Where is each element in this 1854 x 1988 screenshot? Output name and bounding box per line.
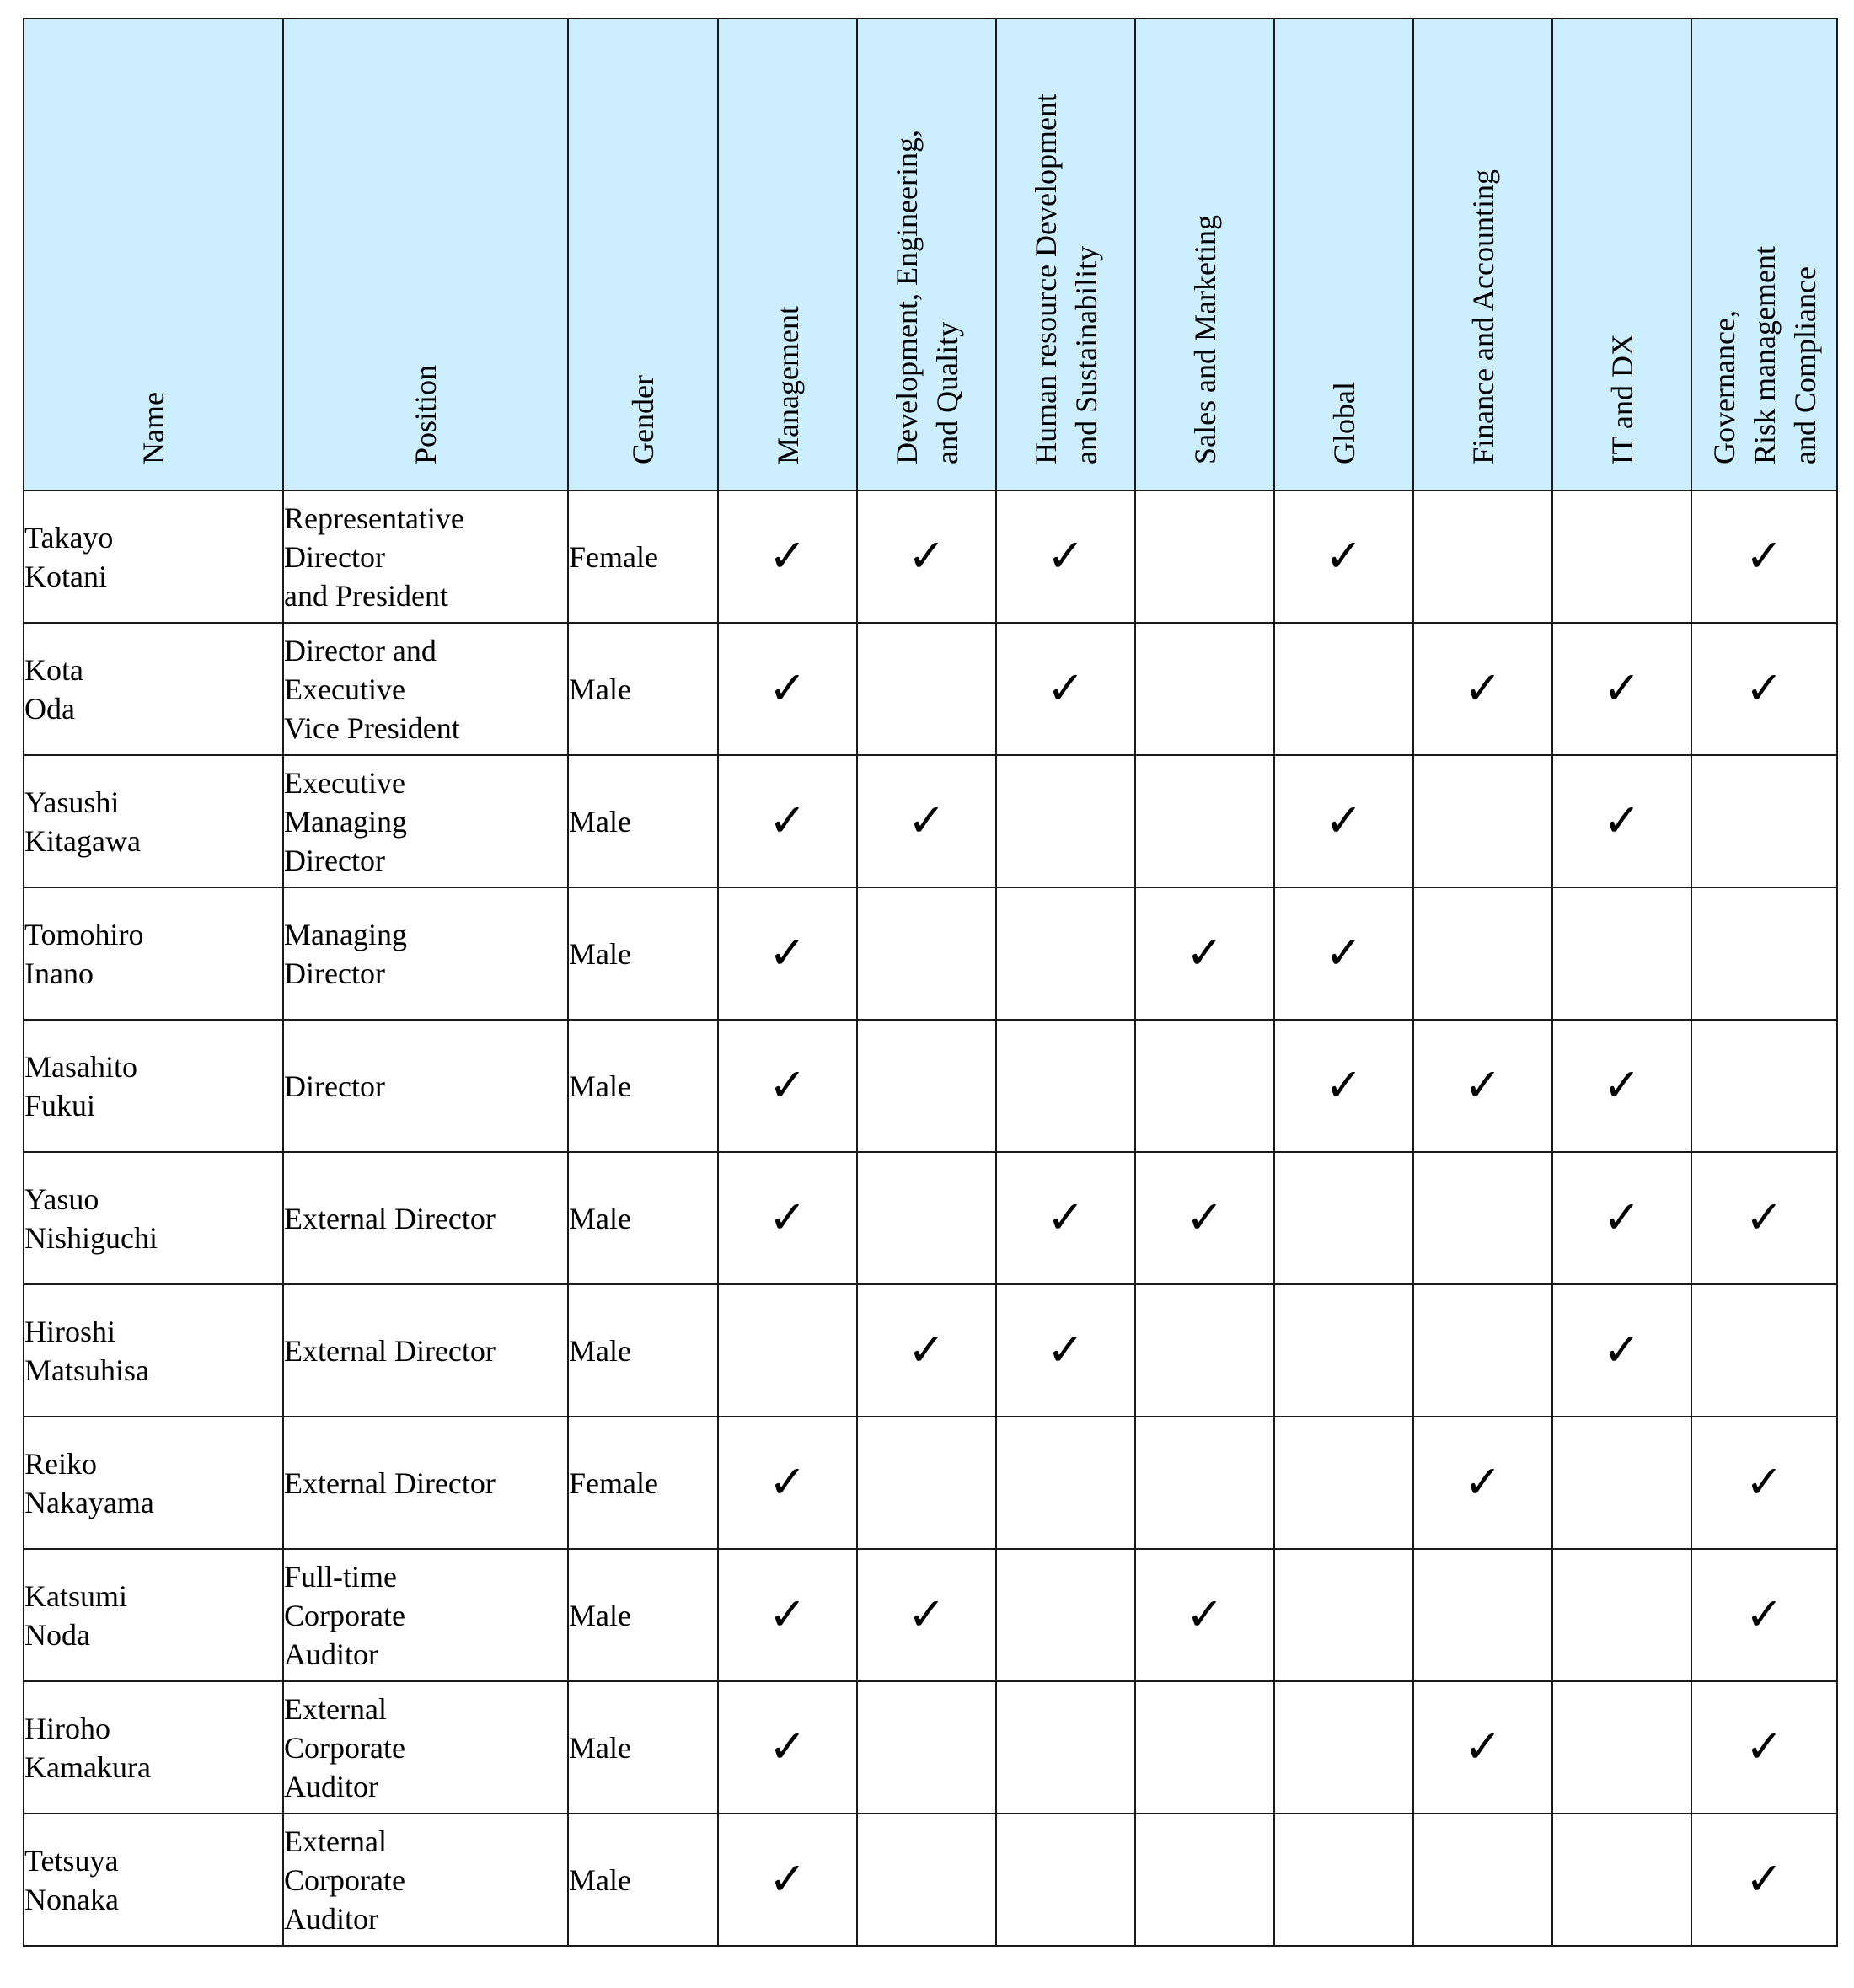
gender-cell: Male [568, 1152, 718, 1284]
checkmark-icon: ✓ [1185, 1587, 1224, 1641]
skill-cell [1691, 1417, 1837, 1549]
header-skill-label: Management [770, 306, 805, 464]
position-cell: External Director [283, 1284, 568, 1417]
skill-cell [1413, 1549, 1552, 1681]
header-gender-label: Gender [626, 375, 660, 464]
skill-cell [857, 1681, 996, 1814]
header-name [24, 19, 283, 490]
skill-cell [1413, 887, 1552, 1020]
director-name-cell: Tomohiro Inano [24, 887, 283, 1020]
skill-cell [1691, 490, 1837, 623]
skill-cell [1552, 1549, 1691, 1681]
header-skill-development [857, 19, 996, 490]
table-row [24, 1681, 1837, 1814]
skill-cell [1135, 1152, 1274, 1284]
position-cell: Director [283, 1020, 568, 1152]
skill-cell [1135, 1020, 1274, 1152]
skill-cell [1413, 1284, 1552, 1417]
table-row [24, 623, 1837, 755]
skill-cell [1274, 490, 1413, 623]
director-name-cell: Tetsuya Nonaka [24, 1814, 283, 1946]
table-row [24, 1549, 1837, 1681]
skill-cell [1552, 1284, 1691, 1417]
skill-cell [1413, 755, 1552, 887]
header-skill-label: Global [1326, 382, 1361, 464]
checkmark-icon: ✓ [1046, 1190, 1085, 1244]
checkmark-icon: ✓ [1463, 661, 1503, 715]
skill-cell [1413, 1814, 1552, 1946]
checkmark-icon: ✓ [768, 1058, 807, 1112]
skill-cell [1691, 1549, 1837, 1681]
header-skill-governance [1691, 19, 1837, 490]
checkmark-icon: ✓ [1602, 1322, 1642, 1376]
header-skill-it-dx [1552, 19, 1691, 490]
skill-cell [996, 1681, 1135, 1814]
skill-cell [857, 887, 996, 1020]
checkmark-icon: ✓ [907, 1587, 946, 1641]
checkmark-icon: ✓ [1324, 1058, 1364, 1112]
skill-cell [1413, 623, 1552, 755]
skill-cell [996, 1020, 1135, 1152]
header-skill-label: Governance, Risk management and Compliance [1707, 246, 1822, 464]
checkmark-icon: ✓ [1602, 793, 1642, 847]
director-name-cell: Takayo Kotani [24, 490, 283, 623]
skill-cell [1691, 1284, 1837, 1417]
skill-cell [857, 1020, 996, 1152]
skill-cell [718, 1284, 857, 1417]
checkmark-icon: ✓ [1046, 1322, 1085, 1376]
skill-cell [996, 887, 1135, 1020]
skill-cell [1552, 1020, 1691, 1152]
skill-cell [1552, 1681, 1691, 1814]
header-gender [568, 19, 718, 490]
skills-matrix-table [23, 18, 1838, 1947]
skill-cell [1274, 1417, 1413, 1549]
checkmark-icon: ✓ [768, 528, 807, 582]
checkmark-icon: ✓ [1324, 793, 1364, 847]
skill-cell [1691, 623, 1837, 755]
checkmark-icon: ✓ [1744, 1719, 1784, 1773]
skill-cell [857, 1549, 996, 1681]
skill-cell [1274, 1152, 1413, 1284]
checkmark-icon: ✓ [1744, 1455, 1784, 1508]
skill-cell [1552, 887, 1691, 1020]
skill-cell [1135, 1681, 1274, 1814]
checkmark-icon: ✓ [768, 793, 807, 847]
checkmark-icon: ✓ [1185, 1190, 1224, 1244]
skill-cell [996, 1549, 1135, 1681]
director-name-cell: Yasuo Nishiguchi [24, 1152, 283, 1284]
position-cell: Director and Executive Vice President [283, 623, 568, 755]
skill-cell [1413, 1152, 1552, 1284]
skill-cell [1552, 1417, 1691, 1549]
skill-cell [1691, 755, 1837, 887]
skill-cell [1691, 887, 1837, 1020]
gender-cell: Male [568, 1814, 718, 1946]
checkmark-icon: ✓ [768, 1587, 807, 1641]
skill-cell [996, 755, 1135, 887]
skill-cell [1135, 1549, 1274, 1681]
checkmark-icon: ✓ [1744, 1190, 1784, 1244]
header-skill-management [718, 19, 857, 490]
director-name-cell: Kota Oda [24, 623, 283, 755]
checkmark-icon: ✓ [1324, 528, 1364, 582]
skill-cell [1691, 1020, 1837, 1152]
header-skill-label: IT and DX [1605, 333, 1639, 464]
checkmark-icon: ✓ [1602, 1190, 1642, 1244]
checkmark-icon: ✓ [907, 528, 946, 582]
director-name-cell: Reiko Nakayama [24, 1417, 283, 1549]
gender-cell: Female [568, 490, 718, 623]
header-skill-label: Finance and Accounting [1466, 169, 1500, 464]
skill-cell [1413, 490, 1552, 623]
table-row [24, 755, 1837, 887]
position-cell: Managing Director [283, 887, 568, 1020]
skill-cell [718, 623, 857, 755]
skill-cell [1552, 1152, 1691, 1284]
skill-cell [1552, 755, 1691, 887]
position-cell: Full-time Corporate Auditor [283, 1549, 568, 1681]
checkmark-icon: ✓ [1463, 1455, 1503, 1508]
skill-cell [718, 1681, 857, 1814]
table-row [24, 1284, 1837, 1417]
checkmark-icon: ✓ [768, 1190, 807, 1244]
checkmark-icon: ✓ [1744, 661, 1784, 715]
table-body [24, 490, 1837, 1946]
gender-cell: Male [568, 623, 718, 755]
skill-cell [1135, 1814, 1274, 1946]
skill-cell [1552, 1814, 1691, 1946]
skill-cell [718, 755, 857, 887]
skill-cell [1135, 755, 1274, 887]
skill-cell [1135, 623, 1274, 755]
gender-cell: Male [568, 887, 718, 1020]
skill-cell [718, 1549, 857, 1681]
table-row [24, 1814, 1837, 1946]
checkmark-icon: ✓ [768, 1455, 807, 1508]
header-position-label: Position [409, 364, 442, 464]
header-skill-sales [1135, 19, 1274, 490]
skill-cell [1691, 1681, 1837, 1814]
skill-cell [1274, 1284, 1413, 1417]
table-row [24, 490, 1837, 623]
checkmark-icon: ✓ [768, 1851, 807, 1905]
header-row [24, 19, 1837, 490]
skill-cell [857, 1814, 996, 1946]
skill-cell [1135, 1417, 1274, 1549]
skill-cell [1135, 1284, 1274, 1417]
header-skill-human-resource [996, 19, 1135, 490]
skill-cell [996, 1417, 1135, 1549]
table-row [24, 1152, 1837, 1284]
skill-cell [1691, 1152, 1837, 1284]
header-skill-label: Development, Engineering, and Quality [889, 130, 964, 464]
skill-cell [996, 623, 1135, 755]
header-skill-label: Sales and Marketing [1187, 215, 1222, 464]
header-skill-global [1274, 19, 1413, 490]
skill-cell [1691, 1814, 1837, 1946]
skill-cell [996, 1284, 1135, 1417]
skill-cell [1274, 1549, 1413, 1681]
header-skill-finance [1413, 19, 1552, 490]
gender-cell: Female [568, 1417, 718, 1549]
checkmark-icon: ✓ [1744, 528, 1784, 582]
skill-cell [857, 623, 996, 755]
skill-cell [1274, 1020, 1413, 1152]
skill-cell [1413, 1681, 1552, 1814]
checkmark-icon: ✓ [1744, 1587, 1784, 1641]
checkmark-icon: ✓ [768, 661, 807, 715]
director-name-cell: Katsumi Noda [24, 1549, 283, 1681]
director-name-cell: Yasushi Kitagawa [24, 755, 283, 887]
director-name-cell: Hiroho Kamakura [24, 1681, 283, 1814]
skill-cell [1552, 490, 1691, 623]
checkmark-icon: ✓ [1463, 1719, 1503, 1773]
position-cell: Executive Managing Director [283, 755, 568, 887]
skill-cell [718, 1417, 857, 1549]
checkmark-icon: ✓ [768, 1719, 807, 1773]
position-cell: Representative Director and President [283, 490, 568, 623]
skill-cell [1413, 1417, 1552, 1549]
skill-cell [1552, 623, 1691, 755]
skill-cell [718, 1152, 857, 1284]
skill-cell [857, 490, 996, 623]
checkmark-icon: ✓ [1602, 661, 1642, 715]
skill-cell [996, 1814, 1135, 1946]
checkmark-icon: ✓ [768, 925, 807, 979]
skill-cell [996, 1152, 1135, 1284]
table-row [24, 1417, 1837, 1549]
position-cell: External Corporate Auditor [283, 1681, 568, 1814]
skill-cell [718, 1814, 857, 1946]
skill-cell [718, 490, 857, 623]
checkmark-icon: ✓ [1046, 528, 1085, 582]
checkmark-icon: ✓ [907, 793, 946, 847]
skill-cell [857, 1417, 996, 1549]
header-position [283, 19, 568, 490]
skill-cell [857, 755, 996, 887]
skill-cell [1274, 887, 1413, 1020]
skill-cell [1274, 1814, 1413, 1946]
gender-cell: Male [568, 1284, 718, 1417]
header-skill-label: Human resource Development and Sustainability [1028, 94, 1103, 464]
director-name-cell: Masahito Fukui [24, 1020, 283, 1152]
table-row [24, 1020, 1837, 1152]
checkmark-icon: ✓ [907, 1322, 946, 1376]
skill-cell [1413, 1020, 1552, 1152]
skill-cell [718, 887, 857, 1020]
checkmark-icon: ✓ [1602, 1058, 1642, 1112]
director-name-cell: Hiroshi Matsuhisa [24, 1284, 283, 1417]
skill-cell [1135, 490, 1274, 623]
skill-cell [857, 1284, 996, 1417]
position-cell: External Corporate Auditor [283, 1814, 568, 1946]
skill-cell [1135, 887, 1274, 1020]
gender-cell: Male [568, 1549, 718, 1681]
skill-cell [1274, 755, 1413, 887]
checkmark-icon: ✓ [1046, 661, 1085, 715]
skill-cell [718, 1020, 857, 1152]
checkmark-icon: ✓ [1324, 925, 1364, 979]
gender-cell: Male [568, 755, 718, 887]
gender-cell: Male [568, 1020, 718, 1152]
skill-cell [1274, 623, 1413, 755]
skill-cell [996, 490, 1135, 623]
table-row [24, 887, 1837, 1020]
checkmark-icon: ✓ [1463, 1058, 1503, 1112]
header-name-label: Name [137, 392, 170, 464]
checkmark-icon: ✓ [1185, 925, 1224, 979]
position-cell: External Director [283, 1152, 568, 1284]
skill-cell [857, 1152, 996, 1284]
skill-cell [1274, 1681, 1413, 1814]
checkmark-icon: ✓ [1744, 1851, 1784, 1905]
position-cell: External Director [283, 1417, 568, 1549]
gender-cell: Male [568, 1681, 718, 1814]
